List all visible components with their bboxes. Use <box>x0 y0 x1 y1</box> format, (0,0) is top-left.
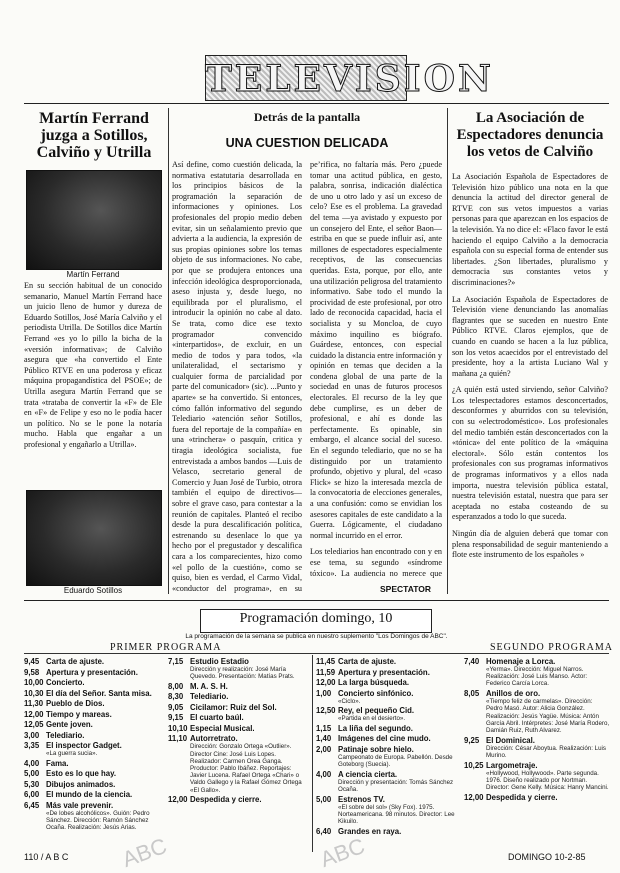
col2-kicker: Detrás de la pantalla <box>253 110 361 124</box>
schedule-title: Imágenes del cine mudo. <box>338 734 431 744</box>
schedule-title: Telediario. <box>46 730 85 740</box>
schedule-time: 8,05 <box>464 689 480 699</box>
schedule-title: Apertura y presentación. <box>46 667 138 677</box>
schedule-detail: «Tiempo feliz de carmelas». Dirección: Pedro Masó. Autor: Alicia González. Realización: Jesús Yagüe. Música: Antón García Abril. Intérpretes: José María Rodero, Damián Ruiz, Ruth Alvarez. <box>486 698 610 734</box>
schedule-time: 6,40 <box>316 826 332 836</box>
schedule-time: 2,00 <box>316 744 332 754</box>
schedule-detail: Dirección: César Aboytua. Realización: Luis Murino. <box>486 744 607 759</box>
schedule-time: 10,25 <box>464 760 484 770</box>
schedule-title: El Dominical. <box>486 735 535 745</box>
schedule-title: Especial Musical. <box>190 723 255 733</box>
schedule-title: Concierto sinfónico. <box>338 688 414 698</box>
schedule-title: El inspector Gadget. <box>46 741 122 750</box>
schedule-time: 5,00 <box>316 794 332 804</box>
section-title: TELEVISION <box>205 58 494 100</box>
schedule-time: 9,45 <box>24 657 40 666</box>
schedule-item <box>168 703 308 712</box>
schedule-item <box>24 769 164 778</box>
schedule-time: 12,00 <box>24 709 44 719</box>
schedule-time: 8,00 <box>168 681 184 691</box>
page-date: DOMINGO 10-2-85 <box>508 852 586 862</box>
schedule-title: Grandes en raya. <box>338 826 402 836</box>
schedule-detail: «Ciclo». <box>338 697 361 705</box>
primer-col-a <box>24 657 164 857</box>
abc-watermark: ABC <box>316 833 368 873</box>
schedule-time: 12,00 <box>168 795 188 805</box>
schedule-title: Dibujos animados. <box>46 779 116 789</box>
schedule-time: 4,00 <box>316 769 332 779</box>
schedule-time: 5,30 <box>24 779 40 789</box>
schedule-item <box>24 741 164 757</box>
page-number: 110 / A B C <box>24 852 69 862</box>
photo2-caption: Eduardo Sotillos <box>63 586 123 595</box>
schedule-title: Cicilamor: Ruiz del Sol. <box>190 702 277 712</box>
col3-paragraph: ¿A quién está usted sirviendo, señor Calviño? Los telespectadores estamos desconcertados, desconformes y aburridos con su televisión, con su «electrodoméstico». Los profesionales del medio también están desconcertados con la «tónica» del ente político de la «máquina electoral». Sólo están contentos los profesionales con sus programas informativos de programas informativos y a ellos nada importa, nuestra televisión pública estatal, nuestra televisión estatal, nuestra que para ser aceptada no estaba costeando de su esperanzados a todo lo que suceda. <box>452 385 608 522</box>
programacion-divider <box>24 600 609 601</box>
schedule-title: Largometraje. <box>486 760 538 770</box>
programacion-subtitle: La programación de la semana se publica en nuestro suplemento "Los Domingos de ABC". <box>185 633 448 640</box>
schedule-item <box>464 736 610 759</box>
schedule-title: Esto es lo que hay. <box>46 769 117 779</box>
photo1-caption: Martín Ferrand <box>66 270 120 279</box>
schedule-item <box>316 734 460 743</box>
schedule-time: 1,40 <box>316 734 332 744</box>
schedule-title: El día del Señor. Santa misa. <box>46 688 152 698</box>
schedule-time: 7,40 <box>464 657 480 666</box>
schedule-item <box>316 770 460 793</box>
schedule-item <box>168 734 308 793</box>
schedule-title: Tiempo y mareas. <box>46 709 112 719</box>
photo-eduardo-sotillos <box>26 490 162 586</box>
schedule-time: 12,00 <box>316 678 336 687</box>
schedule-title: Rey, el pequeño Cid. <box>338 706 415 716</box>
schedule-title: M. A. S. H. <box>190 681 228 691</box>
schedule-title: A ciencia cierta. <box>338 769 398 779</box>
schedule-detail: «La guerra sucia». <box>46 750 98 757</box>
schedule-title: Apertura y presentación. <box>338 667 430 677</box>
schedule-item <box>24 699 164 708</box>
col1-headline: Martín Ferrand juzga a Sotillos, Calviño y Utrilla <box>36 110 152 161</box>
schedule-item <box>168 713 308 722</box>
schedule-detail: Dirección: Gonzalo Ortega «Outlier». Director Cine: José Luis Lopes. Realizador: Carmen Orea Ganga. Productor: Pablo Ibáñez. Reportajes: Javier Lucena. Rafael Ortega «Chari» o Valdo Gallego y la Rafael Gómez Ortega «El Gallo». <box>190 743 302 794</box>
schedule-time: 11,59 <box>316 667 336 677</box>
schedule-rule <box>24 653 609 654</box>
segundo-programa-heading: SEGUNDO PROGRAMA <box>490 642 613 653</box>
segundo-col-b <box>464 657 610 857</box>
schedule-item <box>316 657 460 666</box>
col2-article-right <box>310 160 442 580</box>
schedule-item <box>24 720 164 729</box>
schedule-time: 3,35 <box>24 741 40 750</box>
schedule-time: 4,00 <box>24 758 40 768</box>
schedule-item <box>316 668 460 677</box>
schedule-time: 5,00 <box>24 769 40 779</box>
photo-martin-ferrand <box>26 170 162 270</box>
schedule-title: Gente joven. <box>46 720 93 729</box>
schedule-item <box>24 678 164 687</box>
schedule-time: 1,15 <box>316 723 332 733</box>
schedule-title: Autorretrato. <box>190 734 238 744</box>
schedule-time: 6,00 <box>24 790 40 800</box>
primer-col-b <box>168 657 308 857</box>
schedule-item <box>24 801 164 832</box>
schedule-item <box>168 724 308 733</box>
col3-article <box>452 172 608 597</box>
schedule-title: Fama. <box>46 758 69 768</box>
programacion-title: Programación domingo, 10 <box>239 611 393 626</box>
schedule-title: Carta de ajuste. <box>46 657 105 666</box>
segundo-col-a <box>316 657 460 857</box>
schedule-title: Telediario. <box>190 692 229 702</box>
schedule-title: Carta de ajuste. <box>338 657 397 666</box>
col2-paragraph: pe’rifica, no faltaría más. Pero ¿puede tomar una actitud pública, en gesto, palabra, sonrisa, indicación dialéctica de uno u otro lado y así un exceso de celo? Ese es el problema. La gravedad del tema —ya avistado y expuesto por un consejero del Ente, el señor Baon— estriba en que se puede influir así, ante millones de espectadores especialmente receptivos, de las consecuencias queridas. Esta, porque, por ello, ante una utilización peligrosa del tratamiento informativo. Sabe todo el mundo la procividad de este profesional, por otro lado de reconocida capacidad, hacia el socialista y su Moncloa, de cuyo máximo inquilino es biógrafo. Guárdese, entonces, con especial cuidado la distancia entre información y opinión en temas que deciden a la condena global de una parte de la sociedad en unas de futuros procesos electorales. El recurso de la ley que debe cumplirse, es un deber de profesional, e ahí es donde las perfectamente. Es opinable, sin embargo, el alcance social del suceso. En el segundo telediario, que no se ha distinguido por un tratamiento profundo, objetivo y plural, del «caso Flick» se hizo la interesada mezcla de la convocatoria de elecciones generales, a una confusión: como se envidian los asesores capitales de este candidato a la Guerra. Lógicamente, el ciudadano normal incurrido en el error. <box>310 160 442 540</box>
primer-programa-heading: PRIMER PROGRAMA <box>110 642 222 653</box>
schedule-detail: Campeonato de Europa. Pabellón. Desde Goteborg (Suecia). <box>338 753 453 769</box>
schedule-title: Despedida y cierre. <box>190 795 262 805</box>
schedule-item <box>316 678 460 687</box>
schedule-title: Patinaje sobre hielo. <box>338 744 414 754</box>
schedule-item <box>464 793 610 802</box>
col3-headline: La Asociación de Espectadores denuncia los vetos de Calviño <box>456 110 604 160</box>
schedule-time: 3,00 <box>24 730 40 740</box>
schedule-item <box>168 657 308 680</box>
schedule-item <box>168 795 308 804</box>
schedule-item <box>316 689 460 705</box>
schedule-item <box>316 795 460 826</box>
schedule-item <box>24 780 164 789</box>
programs-divider <box>312 655 313 852</box>
schedule-item <box>168 692 308 701</box>
col3-paragraph: Ningún día de alguien deberá que tomar con plena responsabilidad de seguir manteniendo a flote este instrumento de los españoles » <box>452 529 608 560</box>
schedule-time: 9,05 <box>168 702 184 712</box>
schedule-time: 7,15 <box>168 657 184 666</box>
schedule-time: 12,00 <box>464 792 484 802</box>
schedule-time: 11,45 <box>316 657 336 666</box>
schedule-title: Despedida y cierre. <box>486 792 558 802</box>
schedule-item <box>24 657 164 666</box>
schedule-time: 11,10 <box>168 734 188 744</box>
schedule-detail: «Hollywood, Hollywood». Parte segunda. 1976. Diseño realizado por Nortman. Director: Gene Kelly. Música: Hanry Mancini. <box>486 769 609 791</box>
schedule-item <box>24 790 164 799</box>
schedule-title: Estudio Estadio <box>190 657 249 666</box>
schedule-item <box>316 827 460 836</box>
col2-paragraph: Los telediarios han encontrado con y en ese tema, su segundo «síndrome tóxico». La audiencia no merece que <box>310 547 442 578</box>
schedule-time: 11,30 <box>24 699 44 708</box>
column-divider <box>168 108 169 594</box>
schedule-time: 9,58 <box>24 667 40 677</box>
schedule-item <box>316 745 460 768</box>
col2-headline: UNA CUESTION DELICADA <box>225 136 389 150</box>
schedule-time: 1,00 <box>316 688 332 698</box>
abc-watermark: ABC <box>118 833 170 873</box>
schedule-title: Anillos de oro. <box>486 689 541 699</box>
col1-article: En su sección habitual de un conocido semanario, Manuel Martín Ferrand hace un juicio lleno de humor y dureza de Eduardo Sotillos, José María Calviño y el periodista Utrilla. De Sotillos dice Martín Ferrand «es yo lo pillo la bicha de la «versión informativa»; de Calviño asegura que «ha convertido el Ente Público RTVE en una poderosa y eficaz máquina propagandística del PSOE»; de Utrilla asegura Martín Ferrand que se trata «trataba de convertir la «F» de Ele en «F» de Felipe y eso no le podía hacer un político. No se le pone la notaría mucho. Habla que engañar a un profesional y engañarlo a Utrilla». <box>24 281 162 449</box>
col2-article-left <box>172 160 302 595</box>
schedule-time: 10,00 <box>24 678 44 687</box>
schedule-time: 12,50 <box>316 706 336 716</box>
schedule-item <box>464 761 610 792</box>
col3-paragraph: La Asociación Española de Espectadores de Televisión hizo público una nota en la que denuncia la actitud del director general de RTVE con sus vetos impuestos a varias personas para que aparezcan en los espacios de la televisión. Ya no dice el: «Flaco favor le está haciendo el equipo Calviño a la democracia española con su especial forma de entender sus libertades. ¿Son libertades, pluralismo y democracia sus constantes vetos y discriminaciones?» <box>452 172 608 287</box>
schedule-time: 9,15 <box>168 713 184 723</box>
schedule-title: Pueblo de Dios. <box>46 699 105 708</box>
schedule-detail: «Yerma». Dirección: Miguel Narros. Realización: José Luis Manso. Actor: Federico Carcía Lorca. <box>486 666 588 688</box>
schedule-detail: Dirección y realización: José María Quevedo. Presentación: Matías Prats. <box>190 666 295 681</box>
schedule-time: 12,05 <box>24 720 44 729</box>
col2-paragraph: Así define, como cuestión delicada, la normativa estatutaria desarrollada en los principios básicos de la programación la separación de informaciones y opiniones. Los profesionales del propio medio deben evitar, sin un señalamiento previo que advierta a la audiencia, la expresión de sus propias opiniones sobre los temas objeto de sus informaciones. No cabe, por que se produjera entonces una infección ideológica desproporcionada, aseso injusta y, desde luego, no equilibrada por el pluralismo, el introducir la opinión no cabe al dato. Se trata, como dice ese texto programador convencido «interpartidos», de excluir, en un medio de todos y para todos, «la unilateralidad, el sectarismo y cualquier forma de parcialidad por parte del comunicador» (sic). ...Punto y aparte» se ha convertido. Si entonces, cómo fallón informativo del segundo Telediario «atención señor Sotillos, fuera del reportaje de la compañía» en una «trinchera» o pasquín, critica y tiragia ideológica socialista, fue entrevistada a ambos bandos —Luis de Velasco, secretario general de Comercio y Juan José de Turbio, otrora también el equipo de directivos— sobre el grave caso, para contestar a la reunión de capitales. Planteó el recibo desde la pura descalificación política, estrenando su desenlace lo que ya hecho por el pregustador y descalifica cara a los comparecientes, hizo como «el pollo de la cuestión», como se quiso, bien es verdad, el Carmo Vidal, «conductor del programa», en su <box>172 160 302 593</box>
schedule-time: 8,30 <box>168 692 184 702</box>
schedule-time: 10,10 <box>168 723 188 733</box>
schedule-item <box>24 759 164 768</box>
schedule-item <box>316 706 460 722</box>
schedule-item <box>316 724 460 733</box>
schedule-item <box>168 682 308 691</box>
schedule-item <box>24 668 164 677</box>
schedule-detail: Dirección y presentación: Tomás Sánchez Ocaña. <box>338 778 454 794</box>
col2-signature: SPECTATOR <box>380 584 432 594</box>
schedule-title: La liña del segundo. <box>338 723 413 733</box>
schedule-title: Estrenos TV. <box>338 794 385 804</box>
schedule-title: Concierto. <box>46 678 85 687</box>
schedule-time: 6,45 <box>24 800 40 810</box>
schedule-title: El cuarto baúl. <box>190 713 244 723</box>
col3-paragraph: La Asociación Española de Espectadores de Televisión viene denunciando las anomalías flagrantes que se suceden en nuestro Ente Público RTVE. Claros ejemplos, que de cuando en cuando se hacen a la luz pública, son los vetos acaecidos por el entrevistado del presidente, hoy a la artista Luciano Wal y mañana ¿a quién? <box>452 294 608 378</box>
schedule-item <box>24 710 164 719</box>
schedule-detail: «De lobes alcohólicos». Guión: Pedro Sánchez. Dirección: Ramón Sánchez Ocaña. Realización: Jesús Arias. <box>46 809 150 832</box>
schedule-item <box>24 689 164 698</box>
schedule-item <box>464 657 610 688</box>
schedule-item <box>24 731 164 740</box>
schedule-time: 9,25 <box>464 735 480 745</box>
schedule-detail: «Partida en el desierto». <box>338 715 406 723</box>
schedule-title: La larga búsqueda. <box>338 678 410 687</box>
schedule-title: Más vale prevenir. <box>46 800 114 810</box>
top-divider <box>24 103 609 104</box>
schedule-item <box>464 689 610 734</box>
schedule-title: El mundo de la ciencia. <box>46 790 133 800</box>
schedule-title: Homenaje a Lorca. <box>486 657 556 666</box>
column-divider <box>447 108 448 594</box>
schedule-time: 10,30 <box>24 688 44 698</box>
schedule-detail: «El sobre del sol» (Sky Fox). 1975. Norteamericana. 98 minutos. Director: Lee Kikuilo. <box>338 803 455 826</box>
